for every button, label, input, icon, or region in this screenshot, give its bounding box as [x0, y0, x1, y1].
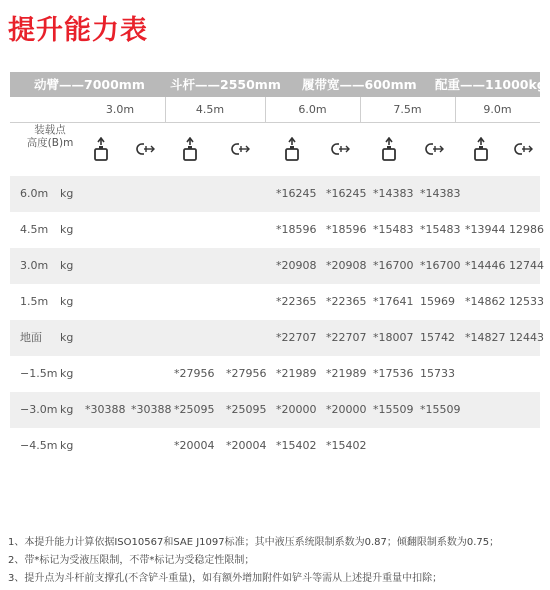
reach-header-7-5m: 7.5m: [393, 103, 422, 116]
capacity-cell: *30388: [85, 403, 126, 416]
capacity-cell: *20004: [174, 439, 215, 452]
capacity-cell: *18007: [373, 331, 414, 344]
capacity-cell: *14383: [373, 187, 414, 200]
capacity-cell: *20000: [276, 403, 317, 416]
capacity-cell: 12533: [509, 295, 544, 308]
capacity-cell: *16700: [420, 259, 461, 272]
capacity-cell: *13944: [465, 223, 506, 236]
capacity-cell: *18596: [276, 223, 317, 236]
capacity-cell: 15733: [420, 367, 455, 380]
row-unit-label: kg: [60, 403, 74, 416]
side-load-icon: [135, 137, 155, 163]
note-3: 3、提升点为斗杆前支撑孔(不含铲斗重量)，如有额外增加附件如铲斗等需从上述提升重量中扣除；: [8, 573, 443, 584]
reach-header-9m: 9.0m: [483, 103, 512, 116]
spec-counterweight: 配重——11000kg: [435, 77, 546, 92]
capacity-cell: *15402: [326, 439, 367, 452]
capacity-cell: *27956: [174, 367, 215, 380]
table-row: [10, 428, 540, 464]
capacity-cell: *17641: [373, 295, 414, 308]
row-unit-label: kg: [60, 187, 74, 200]
front-load-icon: [282, 137, 302, 163]
side-load-icon: [330, 137, 350, 163]
row-height-label: −4.5m: [20, 439, 58, 452]
row-unit-label: kg: [60, 295, 74, 308]
height-label-line2: 高度(B)m: [26, 137, 74, 149]
capacity-cell: *15483: [373, 223, 414, 236]
capacity-cell: 12443: [509, 331, 544, 344]
capacity-cell: *20908: [276, 259, 317, 272]
capacity-cell: *15509: [420, 403, 461, 416]
row-unit-label: kg: [60, 331, 74, 344]
capacity-cell: *20004: [226, 439, 267, 452]
row-height-label: −1.5m: [20, 367, 58, 380]
capacity-cell: *22365: [326, 295, 367, 308]
table-row: [10, 248, 544, 284]
capacity-cell: *14827: [465, 331, 506, 344]
capacity-cell: *17536: [373, 367, 414, 380]
row-unit-label: kg: [60, 367, 74, 380]
spec-track-width: 履带宽——600mm: [302, 77, 417, 92]
capacity-cell: *14383: [420, 187, 461, 200]
row-unit-label: kg: [60, 439, 74, 452]
table-row: [10, 392, 540, 428]
row-unit-label: kg: [60, 259, 74, 272]
front-load-icon: [471, 137, 491, 163]
table-row: [10, 284, 544, 320]
height-label-line1: 装载点: [34, 124, 66, 136]
reach-header-3m: 3.0m: [105, 103, 135, 116]
spec-arm: 斗杆——2550mm: [170, 77, 281, 92]
capacity-cell: *18596: [326, 223, 367, 236]
reach-header-4-5m: 4.5m: [195, 103, 225, 116]
capacity-cell: 12986: [509, 223, 544, 236]
note-1: 1、本提升能力计算依据ISO10567和SAE J1097标准；其中液压系统限制系数为0.87；倾翻限制系数为0.75；: [8, 537, 500, 548]
capacity-cell: *25095: [174, 403, 215, 416]
capacity-cell: 15969: [420, 295, 455, 308]
front-load-icon: [180, 137, 200, 163]
table-row: [10, 320, 544, 356]
row-height-label: 3.0m: [20, 259, 49, 272]
table-row: [10, 356, 540, 392]
capacity-cell: *16700: [373, 259, 414, 272]
capacity-cell: *14862: [465, 295, 506, 308]
side-load-icon: [230, 137, 250, 163]
capacity-cell: *20908: [326, 259, 367, 272]
row-height-label: 6.0m: [20, 187, 49, 200]
row-unit-label: kg: [60, 223, 74, 236]
capacity-cell: *21989: [326, 367, 367, 380]
capacity-cell: *25095: [226, 403, 267, 416]
row-height-label: 地面: [20, 331, 42, 344]
capacity-cell: 12744: [509, 259, 544, 272]
front-load-icon: [91, 137, 111, 163]
front-load-icon: [379, 137, 399, 163]
capacity-cell: *30388: [131, 403, 172, 416]
table-row: [10, 176, 540, 212]
height-axis-label: [20, 124, 80, 150]
capacity-cell: *16245: [276, 187, 317, 200]
capacity-cell: *20000: [326, 403, 367, 416]
spec-boom: 动臂——7000mm: [34, 77, 145, 92]
side-load-icon: [513, 137, 533, 163]
row-height-label: −3.0m: [20, 403, 58, 416]
capacity-cell: *14446: [465, 259, 506, 272]
capacity-cell: *27956: [226, 367, 267, 380]
row-height-label: 4.5m: [20, 223, 49, 236]
capacity-cell: 15742: [420, 331, 455, 344]
capacity-cell: *22707: [326, 331, 367, 344]
page-title: 提升能力表: [8, 15, 148, 46]
reach-header-row: [10, 97, 540, 123]
capacity-cell: *15483: [420, 223, 461, 236]
spec-bar: [10, 72, 546, 97]
capacity-cell: *22707: [276, 331, 317, 344]
side-load-icon: [424, 137, 444, 163]
capacity-cell: *21989: [276, 367, 317, 380]
capacity-cell: *15509: [373, 403, 414, 416]
note-2: 2、带*标记为受液压限制，不带*标记为受稳定性限制；: [8, 555, 255, 566]
capacity-cell: *22365: [276, 295, 317, 308]
reach-header-6m: 6.0m: [298, 103, 327, 116]
table-row: [10, 212, 544, 248]
capacity-cell: *15402: [276, 439, 317, 452]
capacity-cell: *16245: [326, 187, 367, 200]
row-height-label: 1.5m: [20, 295, 49, 308]
